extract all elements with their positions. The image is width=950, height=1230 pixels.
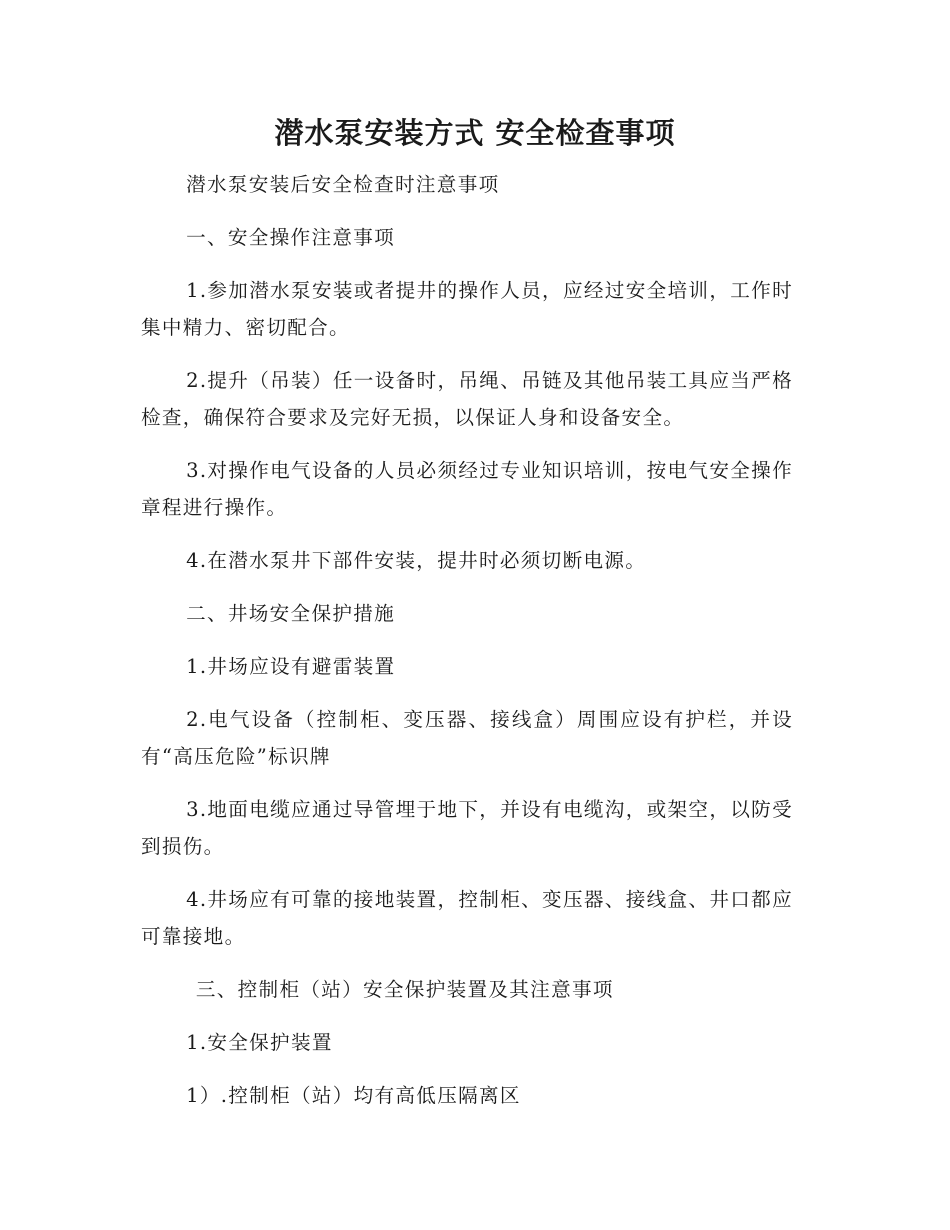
heading-section-3: 三、控制柜（站）安全保护装置及其注意事项 bbox=[195, 978, 614, 1001]
heading-section-2: 二、井场安全保护措施 bbox=[186, 602, 396, 625]
paragraph-2-1: 1.井场应设有避雷装置 bbox=[186, 655, 396, 678]
paragraph-1-1: 1.参加潜水泵安装或者提井的操作人员，应经过安全培训，工作时集中精力、密切配合。 bbox=[141, 279, 793, 339]
paragraph-intro: 潜水泵安装后安全检查时注意事项 bbox=[186, 173, 500, 196]
document-title: 潜水泵安装方式 安全检查事项 bbox=[274, 116, 676, 150]
paragraph-3-1-1: 1）.控制柜（站）均有高低压隔离区 bbox=[186, 1084, 521, 1107]
paragraph-3-1: 1.安全保护装置 bbox=[186, 1031, 333, 1054]
paragraph-1-4: 4.在潜水泵井下部件安装，提井时必须切断电源。 bbox=[186, 549, 647, 572]
paragraph-2-4: 4.井场应有可靠的接地装置，控制柜、变压器、接线盒、井口都应可靠接地。 bbox=[141, 888, 793, 948]
paragraph-2-2: 2.电气设备（控制柜、变压器、接线盒）周围应设有护栏，并设有“高压危险”标识牌 bbox=[141, 708, 793, 768]
paragraph-1-2: 2.提升（吊装）任一设备时，吊绳、吊链及其他吊装工具应当严格检查，确保符合要求及完好无损，以保证人身和设备安全。 bbox=[141, 369, 793, 429]
heading-section-1: 一、安全操作注意事项 bbox=[186, 226, 396, 249]
paragraph-1-3: 3.对操作电气设备的人员必须经过专业知识培训，按电气安全操作章程进行操作。 bbox=[141, 459, 793, 519]
document-body bbox=[141, 166, 793, 1114]
paragraph-2-3: 3.地面电缆应通过导管埋于地下，并设有电缆沟，或架空，以防受到损伤。 bbox=[141, 798, 793, 858]
